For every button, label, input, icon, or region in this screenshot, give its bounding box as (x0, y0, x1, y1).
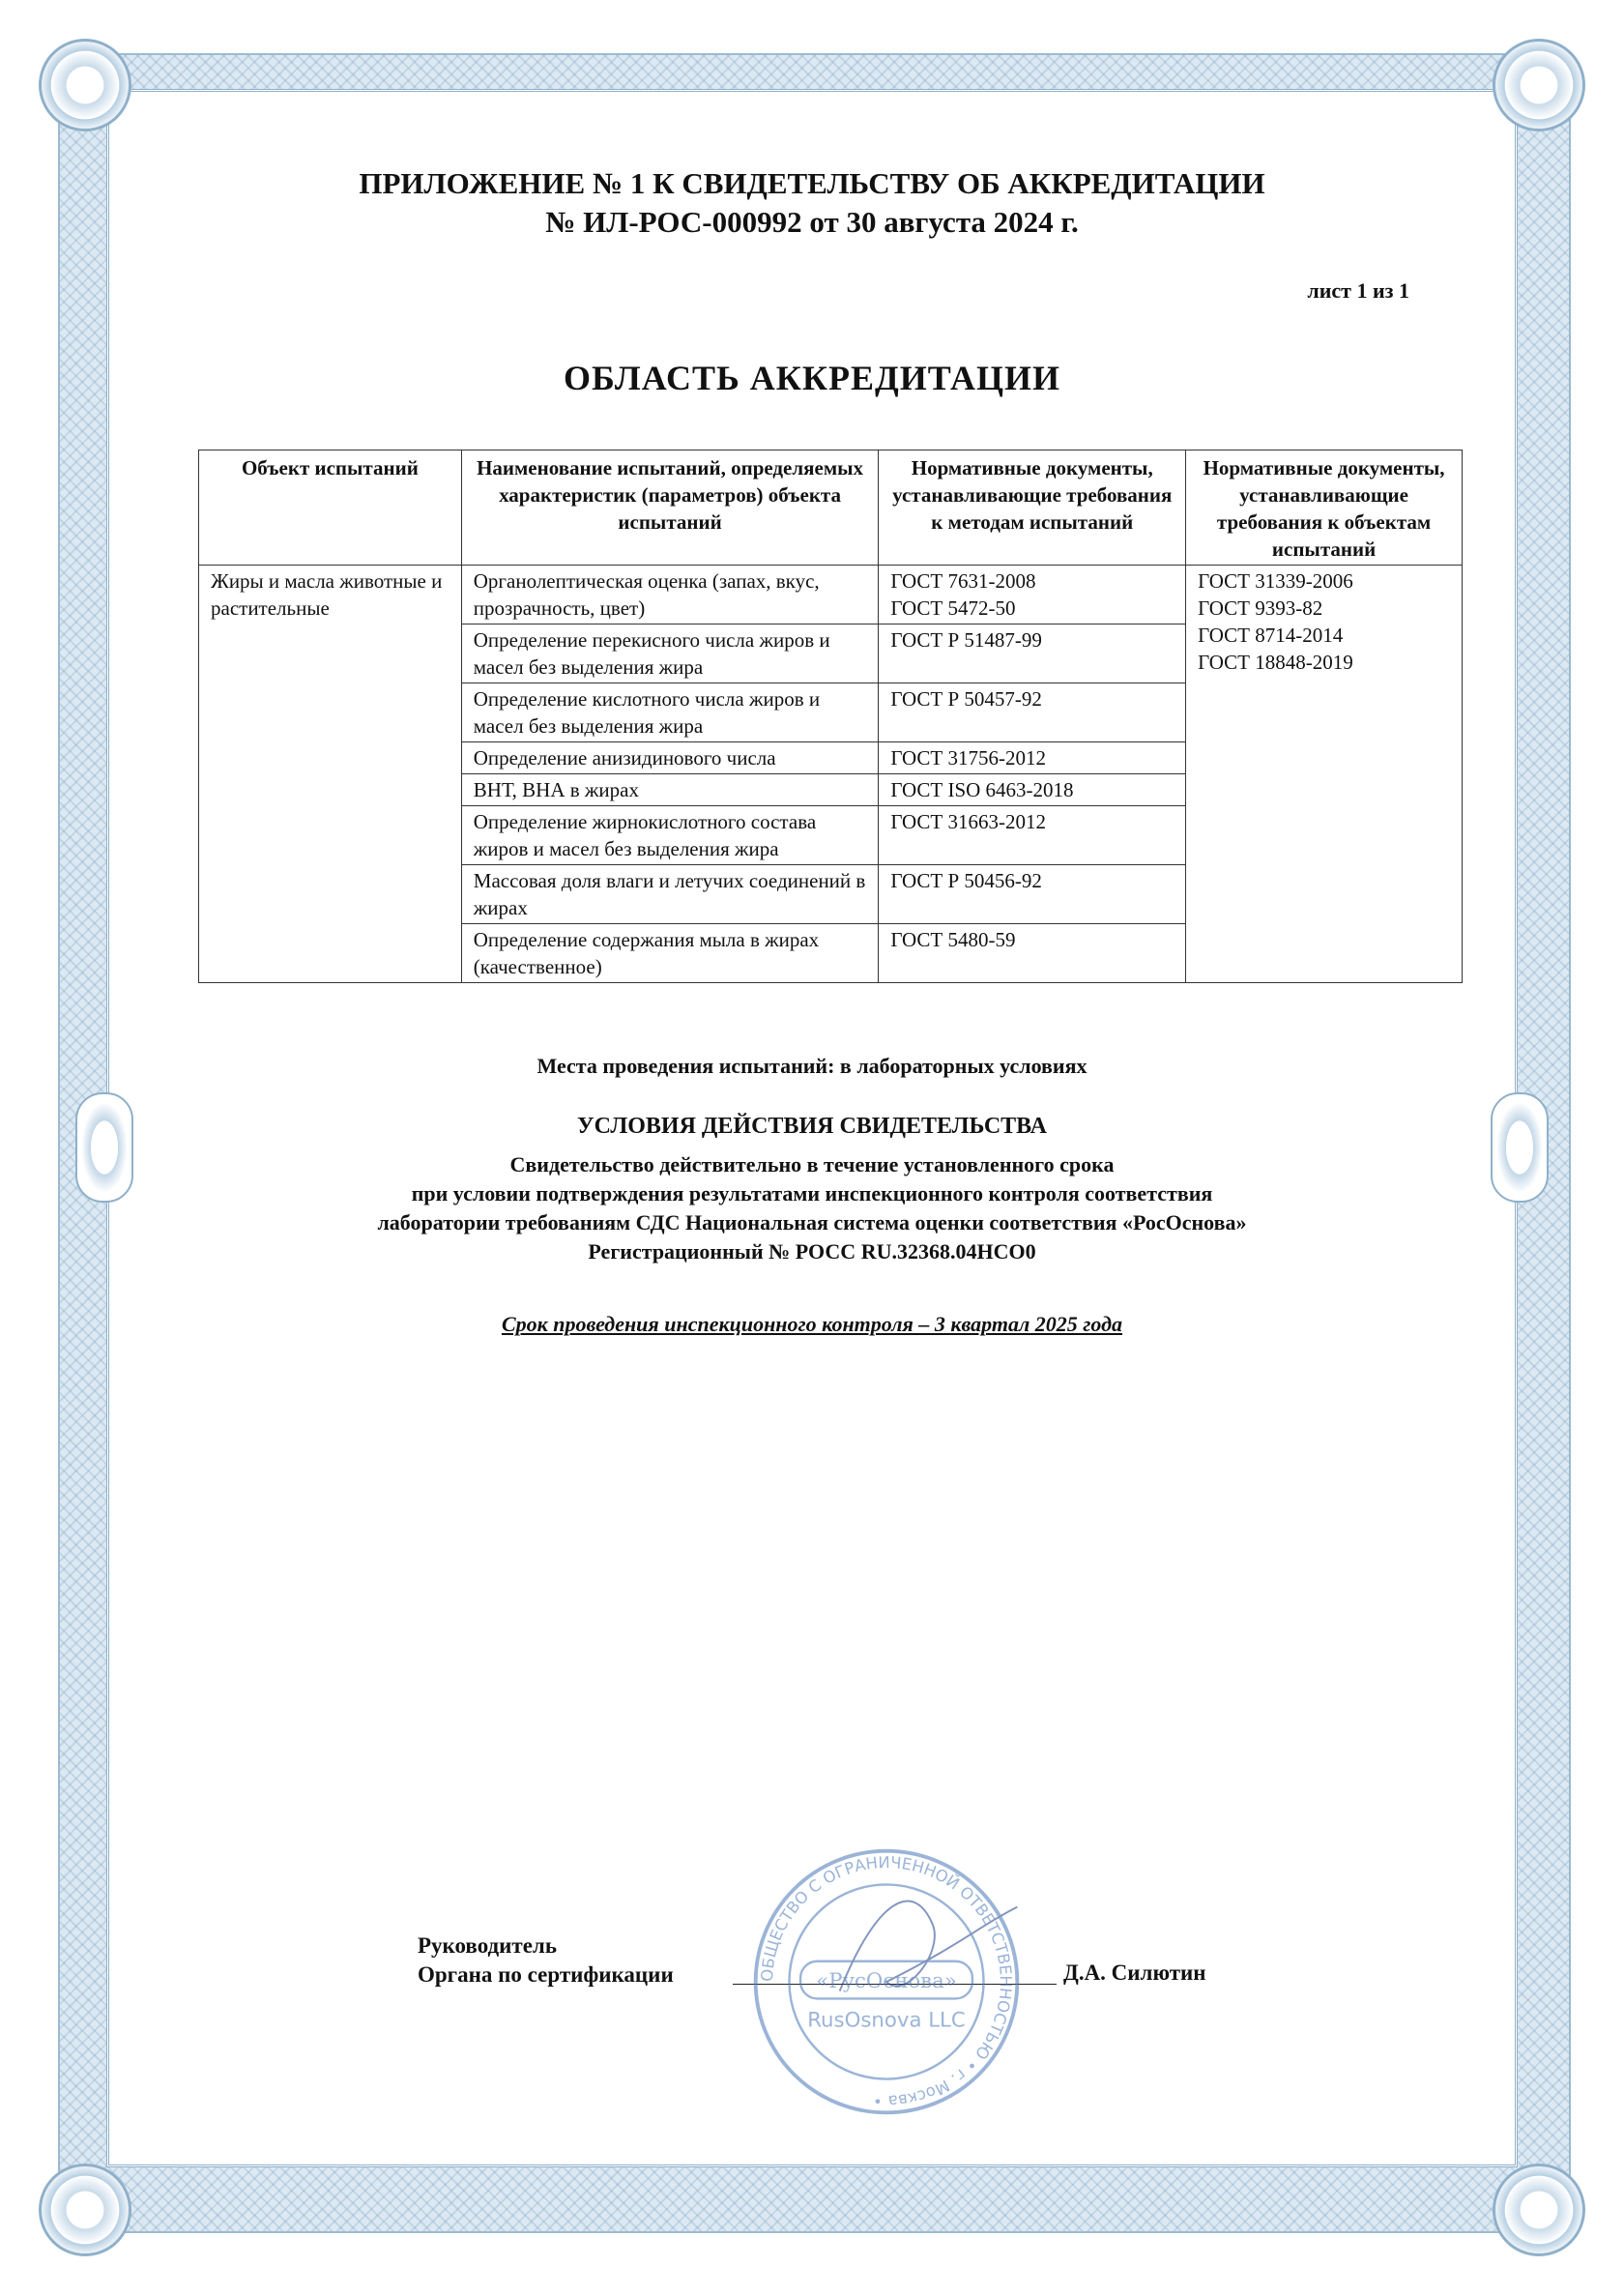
test-name: Массовая доля влаги и летучих соединений в жирах (461, 865, 879, 924)
method-doc: ГОСТ Р 50456-92 (879, 865, 1186, 924)
object-doc-text: ГОСТ 31339-2006 (1198, 569, 1353, 593)
object-doc-text: ГОСТ 18848-2019 (1198, 651, 1353, 674)
conditions-heading: УСЛОВИЯ ДЕЙСТВИЯ СВИДЕТЕЛЬСТВА (577, 1114, 1047, 1139)
sheet-number: лист 1 из 1 (1307, 278, 1409, 303)
method-doc: ГОСТ 5480-59 (879, 924, 1186, 983)
table-row (199, 566, 1463, 625)
signatory-role: Руководитель (418, 1933, 557, 1958)
conditions-line: лаборатории требованиям СДС Национальная система оценки соответствия «РосОснова» (377, 1210, 1247, 1235)
test-name: Определение жирнокислотного состава жиров и масел без выделения жира (461, 806, 879, 865)
test-name: ВНТ, ВНА в жирах (461, 774, 879, 806)
method-doc: ГОСТ Р 50457-92 (879, 683, 1186, 742)
header-method-docs: Нормативные документы, устанавливающие требования к методам испытаний (879, 450, 1186, 566)
table-header-row (199, 450, 1463, 566)
method-doc-text: ГОСТ 7631-2008 (890, 569, 1036, 593)
conditions-line: Регистрационный № РОСС RU.32368.04НСО0 (588, 1239, 1036, 1264)
document-title-line2: № ИЛ-РОС-000992 от 30 августа 2024 г. (545, 205, 1079, 239)
document-title-line1: ПРИЛОЖЕНИЕ № 1 К СВИДЕТЕЛЬСТВУ ОБ АККРЕДИТАЦИИ (359, 166, 1265, 200)
test-name: Определение кислотного числа жиров и масел без выделения жира (461, 683, 879, 742)
method-doc (879, 566, 1186, 625)
method-doc-text: ГОСТ 5472-50 (890, 596, 1016, 620)
conditions-line: при условии подтверждения результатами инспекционного контроля соответствия (411, 1181, 1213, 1206)
svg-text:ОБЩЕСТВО С ОГРАНИЧЕННОЙ ОТВЕТС: ОБЩЕСТВО С ОГРАНИЧЕННОЙ ОТВЕТСТВЕННОСТЬЮ • г. Москва • (757, 1852, 1015, 2111)
header-object: Объект испытаний (199, 450, 462, 566)
method-doc: ГОСТ ISO 6463-2018 (879, 774, 1186, 806)
test-name: Определение содержания мыла в жирах (качественное) (461, 924, 879, 983)
method-doc: ГОСТ Р 51487-99 (879, 625, 1186, 683)
test-places: Места проведения испытаний: в лабораторных условиях (536, 1054, 1088, 1078)
header-object-docs: Нормативные документы, устанавливающие требования к объектам испытаний (1186, 450, 1463, 566)
test-object-text: Жиры и масла животные и растительные (211, 569, 443, 620)
test-name: Органолептическая оценка (запах, вкус, прозрачность, цвет) (461, 566, 879, 625)
accreditation-table (198, 450, 1463, 983)
svg-text:RusOsnova LLC: RusOsnova LLC (807, 2008, 966, 2033)
signatory-role: Органа по сертификации (418, 1962, 674, 1987)
method-doc: ГОСТ 31756-2012 (879, 742, 1186, 774)
object-doc-text: ГОСТ 9393-82 (1198, 596, 1323, 620)
method-doc: ГОСТ 31663-2012 (879, 806, 1186, 865)
signatory-name: Д.А. Силютин (1063, 1961, 1206, 1985)
stamp-seal-icon (746, 1842, 1027, 2122)
inspection-deadline: Срок проведения инспекционного контроля – 3 квартал 2025 года (501, 1312, 1123, 1336)
header-test-name: Наименование испытаний, определяемых характеристик (параметров) объекта испытаний (461, 450, 879, 566)
test-object (199, 566, 462, 983)
object-docs (1186, 566, 1463, 983)
test-name: Определение анизидинового числа (461, 742, 879, 774)
conditions-line: Свидетельство действительно в течение установленного срока (509, 1152, 1115, 1177)
object-doc-text: ГОСТ 8714-2014 (1198, 624, 1344, 647)
scope-title: ОБЛАСТЬ АККРЕДИТАЦИИ (564, 359, 1060, 397)
svg-text:«РусОснова»: «РусОснова» (816, 1968, 957, 1993)
test-name: Определение перекисного числа жиров и масел без выделения жира (461, 625, 879, 683)
